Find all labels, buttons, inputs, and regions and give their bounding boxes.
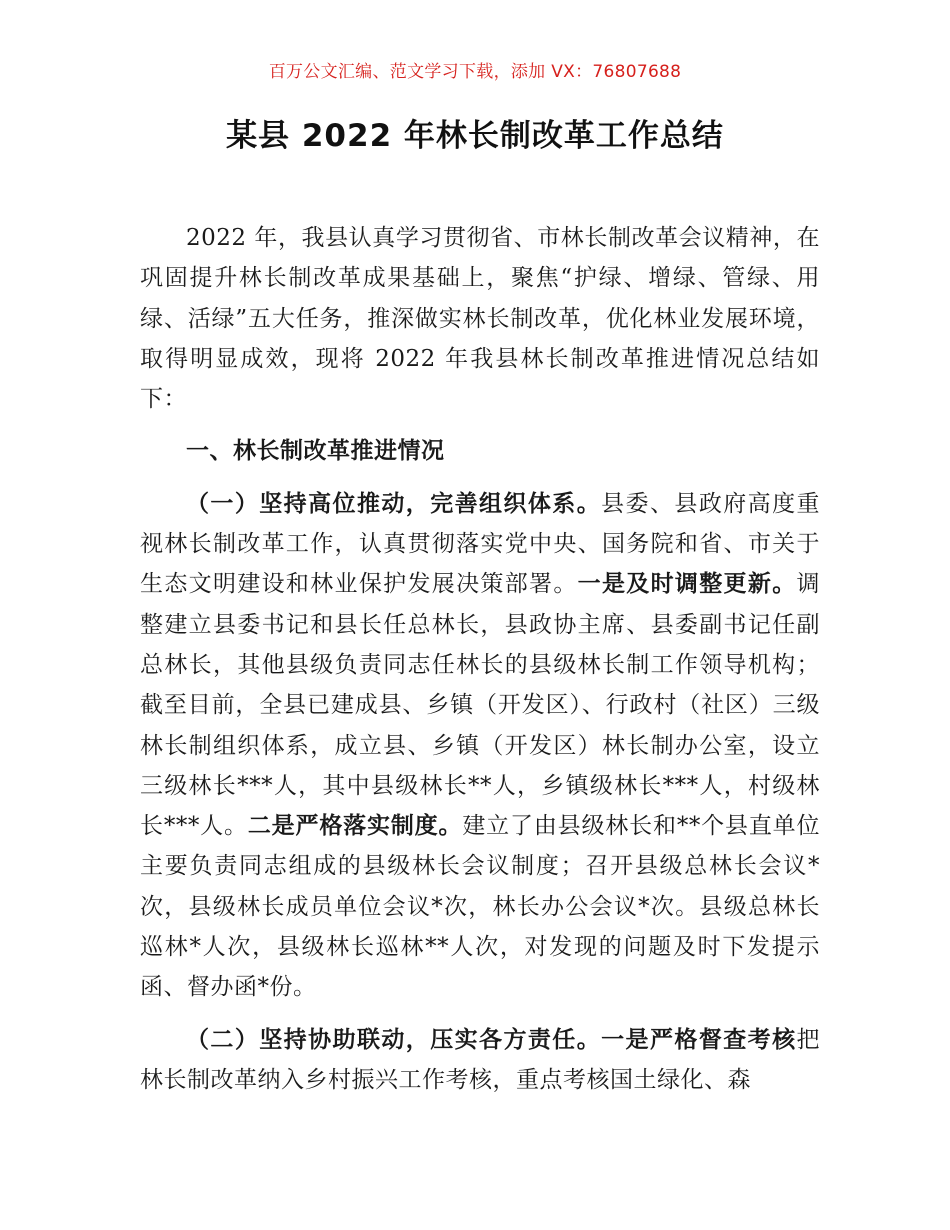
paragraph-bold-lead: （一）坚持高位推动，完善组织体系。 <box>186 490 602 517</box>
paragraph-bold-lead: （二）坚持协助联动，压实各方责任。一是严格督查考核 <box>186 1026 797 1053</box>
paragraph-text: 把林长制改革纳入乡村振兴工作考核，重点考核国土绿化、森 <box>140 1026 820 1093</box>
paragraph-text: 建立了由县级林长和**个县直单位主要负责同志组成的县级林长会议制度；召开县级总林长会议*次，县级林长成员单位会议*次，林长办公会议*次。县级总林长巡林*人次，县级林长巡林**人次，对发现的问题及时下发提示函、督办函*份。 <box>140 813 821 1001</box>
intro-paragraph: 2022 年，我县认真学习贯彻省、市林长制改革会议精神，在巩固提升林长制改革成果基础上，聚焦“护绿、增绿、管绿、用绿、活绿”五大任务，推深做实林长制改革，优化林业发展环境，取得明显成效，现将 2022 年我县林长制改革推进情况总结如下： <box>140 225 820 413</box>
header-ad-banner: 百万公文汇编、范文学习下载，添加 VX：76807688 <box>268 62 682 82</box>
section-paragraph-2 <box>140 1020 820 1101</box>
paragraph-bold-point: 一是及时调整更新。 <box>577 571 797 598</box>
document-body <box>140 218 820 1100</box>
document-title: 某县 2022 年林长制改革工作总结 <box>226 118 724 154</box>
paragraph-text: 调整建立县委书记和县长任总林长，县政协主席、县委副书记任副总林长，其他县级负责同志任林长的县级林长制工作领导机构；截至目前，全县已建成县、乡镇（开发区）、行政村（社区）三级林长制组织体系，成立县、乡镇（开发区）林长制办公室，设立三级林长***人，其中县级林长**人，乡镇级林长***人，村级林长***人。 <box>140 571 821 840</box>
section-paragraph-1 <box>140 484 820 1008</box>
paragraph-bold-point: 二是严格落实制度。 <box>247 813 463 840</box>
paragraph-text: 县委、县政府高度重视林长制改革工作，认真贯彻落实党中央、国务院和省、市关于生态文明建设和林业保护发展决策部署。 <box>140 490 821 598</box>
section-heading: 一、林长制改革推进情况 <box>186 438 445 465</box>
